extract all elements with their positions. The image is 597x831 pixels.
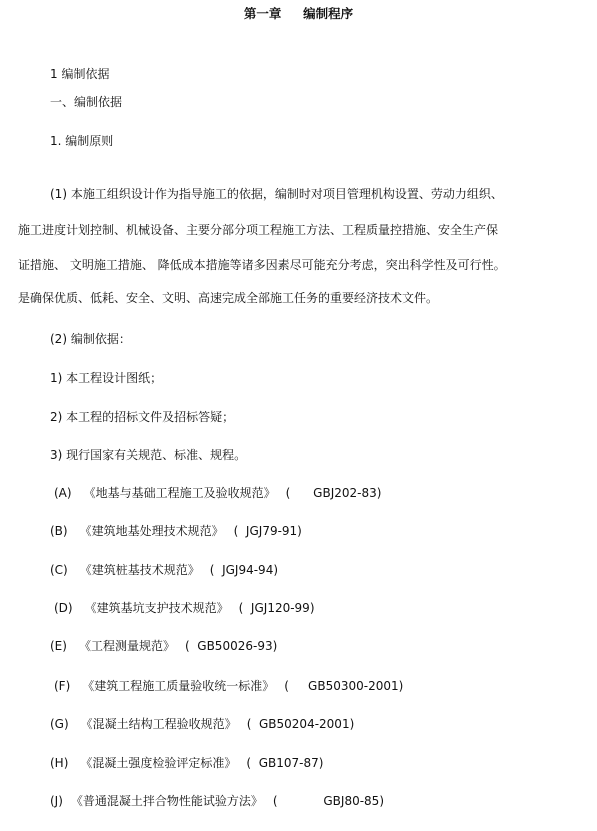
- standard-code: ( JGJ120-99): [238, 601, 315, 615]
- standard-code: ( GB50026-93): [184, 639, 278, 653]
- paragraph-line: 施工进度计划控制、机械设备、主要分部分项工程施工方法、工程质量控措施、安全生产保: [18, 223, 499, 237]
- standard-label: (J): [50, 794, 63, 808]
- standard-row: [50, 755, 323, 771]
- standard-label: (A): [54, 486, 72, 500]
- standard-code: ( GB107-87): [246, 756, 324, 770]
- section-number-heading: 1 编制依据: [50, 67, 110, 81]
- standard-name: 《混凝土强度检验评定标准》: [80, 756, 237, 770]
- standard-label: (F): [54, 679, 71, 693]
- standard-label: (G): [50, 717, 69, 731]
- standard-name: 《建筑工程施工质量验收统一标准》: [82, 679, 275, 693]
- standard-name: 《建筑地基处理技术规范》: [79, 524, 224, 538]
- paragraph-line: 证措施、 文明施工措施、 降低成本措施等诸多因素尽可能充分考虑，突出科学性及可行性。: [18, 258, 506, 272]
- standard-name: 《工程测量规范》: [78, 639, 175, 653]
- standard-code: ( GB50300-2001): [284, 679, 404, 693]
- standard-row: [54, 678, 403, 694]
- paragraph-line: (1) 本施工组织设计作为指导施工的依据，编制时对项目管理机构设置、劳动力组织、: [50, 187, 503, 201]
- subsection-heading: 一、编制依据: [50, 95, 123, 109]
- principle-heading: 1. 编制原则: [50, 134, 114, 148]
- standard-code: ( GBJ80-85): [272, 794, 384, 808]
- standard-label: (C): [50, 563, 68, 577]
- basis-item: 2) 本工程的招标文件及招标答疑；: [50, 410, 235, 424]
- standard-code: ( GB50204-2001): [246, 717, 355, 731]
- paragraph-line: 是确保优质、低耗、安全、文明、高速完成全部施工任务的重要经济技术文件。: [18, 291, 439, 305]
- standard-row: [50, 638, 277, 654]
- basis-heading: (2) 编制依据：: [50, 332, 131, 346]
- standard-label: (H): [50, 756, 69, 770]
- standard-code: ( JGJ79-91): [233, 524, 302, 538]
- standard-label: (E): [50, 639, 67, 653]
- standard-row: [50, 793, 384, 809]
- standard-row: [54, 485, 381, 501]
- standard-row: [50, 562, 278, 578]
- standard-name: 《普通混凝土拌合物性能试验方法》: [70, 794, 263, 808]
- standard-code: ( GBJ202-83): [285, 486, 382, 500]
- standard-name: 《地基与基础工程施工及验收规范》: [83, 486, 276, 500]
- chapter-title: 第一章 编制程序: [243, 6, 354, 21]
- standard-name: 《建筑基坑支护技术规范》: [84, 601, 229, 615]
- standard-code: ( JGJ94-94): [209, 563, 279, 577]
- standard-row: [54, 600, 315, 616]
- standard-row: [50, 716, 354, 732]
- standard-name: 《混凝土结构工程验收规范》: [80, 717, 237, 731]
- standard-label: (B): [50, 524, 68, 538]
- standard-name: 《建筑桩基技术规范》: [79, 563, 200, 577]
- basis-item: 3) 现行国家有关规范、标准、规程。: [50, 448, 247, 462]
- standard-row: [50, 523, 302, 539]
- basis-item: 1) 本工程设计图纸；: [50, 371, 163, 385]
- standard-label: (D): [54, 601, 73, 615]
